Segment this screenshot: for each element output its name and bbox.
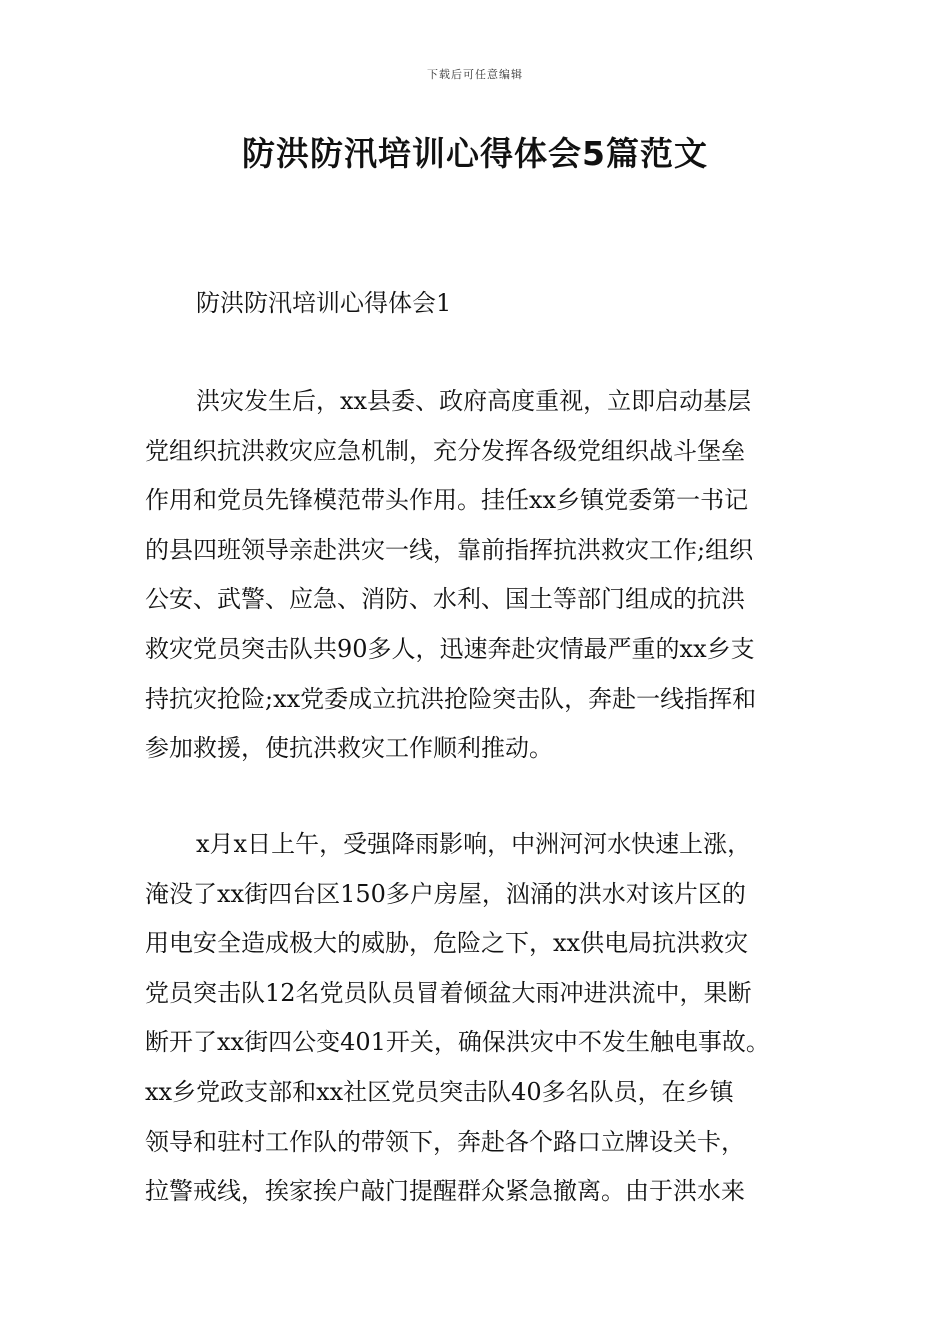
paragraph-line: 的县四班领导亲赴洪灾一线，靠前指挥抗洪救灾工作;组织 xyxy=(145,535,754,564)
document-title: 防洪防汛培训心得体会5篇范文 xyxy=(242,134,708,173)
paragraph-line: 公安、武警、应急、消防、水利、国土等部门组成的抗洪 xyxy=(145,585,745,614)
paragraph-line: xx乡党政支部和xx社区党员突击队40多名队员，在乡镇 xyxy=(145,1077,734,1106)
paragraph-1 xyxy=(145,377,825,774)
section-heading: 防洪防汛培训心得体会1 xyxy=(196,289,452,317)
paragraph-line: 持抗灾抢险;xx党委成立抗洪抢险突击队，奔赴一线指挥和 xyxy=(145,684,757,713)
paragraph-line: 用电安全造成极大的威胁，危险之下，xx供电局抗洪救灾 xyxy=(145,929,749,958)
paragraph-line: 拉警戒线，挨家挨户敲门提醒群众紧急撤离。由于洪水来 xyxy=(145,1177,745,1206)
paragraph-line: 洪灾发生后，xx县委、政府高度重视，立即启动基层 xyxy=(196,387,752,415)
paragraph-line: 领导和驻村工作队的带领下，奔赴各个路口立牌设关卡， xyxy=(145,1127,745,1156)
paragraph-line: 救灾党员突击队共90多人，迅速奔赴灾情最严重的xx乡支 xyxy=(145,634,755,663)
paragraph-line: 参加救援，使抗洪救灾工作顺利推动。 xyxy=(145,734,553,763)
paragraph-line: 断开了xx街四公变401开关，确保洪灾中不发生触电事故。 xyxy=(145,1028,770,1057)
paragraph-2 xyxy=(145,820,825,1217)
paragraph-line: 党组织抗洪救灾应急机制，充分发挥各级党组织战斗堡垒 xyxy=(145,436,745,465)
header-note: 下载后可任意编辑 xyxy=(427,68,523,81)
paragraph-line: x月x日上午，受强降雨影响，中洲河河水快速上涨， xyxy=(196,830,752,858)
paragraph-line: 作用和党员先锋模范带头作用。挂任xx乡镇党委第一书记 xyxy=(145,486,749,515)
paragraph-line: 淹没了xx街四台区150多户房屋，汹涌的洪水对该片区的 xyxy=(145,879,746,908)
paragraph-line: 党员突击队12名党员队员冒着倾盆大雨冲进洪流中，果断 xyxy=(145,978,752,1007)
